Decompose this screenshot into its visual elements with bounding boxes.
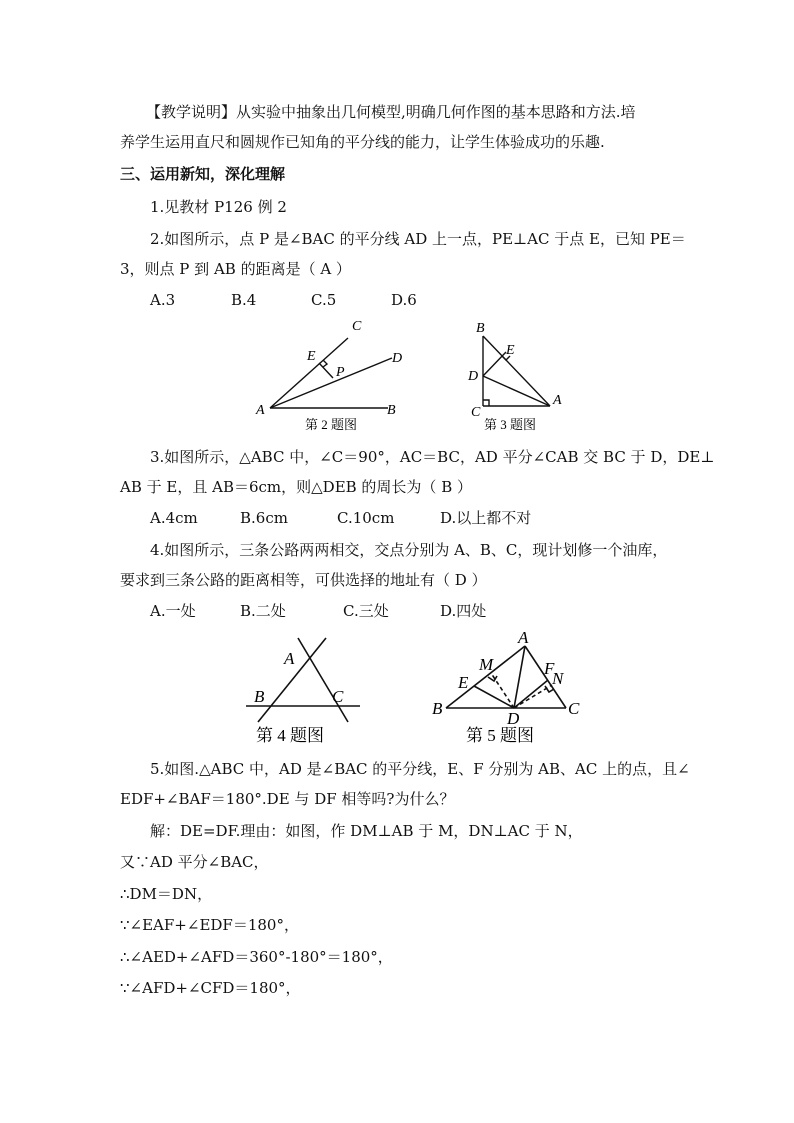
teaching-note-line-2: 养学生运用直尺和圆规作已知角的平分线的能力，让学生体验成功的乐趣. (120, 133, 605, 151)
question-2-option-a: A.3 (150, 291, 176, 309)
right-angle-mark-c (483, 400, 489, 406)
label-c: C (471, 405, 481, 420)
label-c: C (568, 699, 580, 718)
question-1: 1.见教材 P126 例 2 (150, 198, 287, 216)
label-p: P (336, 365, 345, 380)
label-d: D (392, 351, 403, 366)
segment-da (483, 376, 550, 406)
question-2-option-d: D.6 (391, 291, 417, 309)
solution-line-1: 解：DE=DF.理由：如图，作 DM⊥AB 于 M，DN⊥AC 于 N， (150, 822, 583, 840)
question-2-line-1: 2.如图所示，点 P 是∠BAC 的平分线 AD 上一点，PE⊥AC 于点 E，已知 PE＝ (150, 230, 686, 248)
question-4-option-b: B.二处 (240, 602, 286, 620)
question-4-option-c: C.三处 (343, 602, 389, 620)
figure-5-caption: 第 5 题图 (466, 726, 534, 745)
question-4-line-2: 要求到三条公路的距离相等，可供选择的地址有（ D ） (120, 571, 487, 589)
label-b: B (387, 403, 396, 418)
right-angle-mark-m (488, 676, 497, 681)
segment-ab (483, 336, 550, 406)
section-title: 三、运用新知，深化理解 (120, 165, 286, 183)
label-b: B (476, 321, 485, 336)
question-3-line-1: 3.如图所示，△ABC 中，∠C＝90°，AC＝BC，AD 平分∠CAB 交 BC 于 D，DE⊥ (150, 448, 715, 466)
label-a: A (518, 628, 529, 647)
label-e: E (307, 349, 316, 364)
label-c: C (352, 319, 362, 334)
question-2-line-2: 3，则点 P 到 AB 的距离是（ A ） (120, 260, 351, 278)
label-f: F (544, 659, 555, 678)
figure-4-caption: 第 4 题图 (256, 726, 324, 745)
question-3-line-2: AB 于 E，且 AB＝6cm，则△DEB 的周长为（ B ） (120, 478, 472, 496)
solution-line-4: ∵∠EAF+∠EDF＝180°， (120, 916, 299, 934)
label-c: C (332, 687, 344, 706)
teaching-note-line-1: 【教学说明】从实验中抽象出几何模型,明确几何作图的基本思路和方法.培 (146, 103, 636, 121)
question-5-line-1: 5.如图.△ABC 中，AD 是∠BAC 的平分线，E、F 分别为 AB、AC 上的点，且∠ (150, 760, 690, 778)
segment-dm (491, 673, 514, 708)
question-4-line-1: 4.如图所示，三条公路两两相交，交点分别为 A、B、C，现计划修一个油库， (150, 541, 668, 559)
question-3-option-a: A.4cm (150, 509, 198, 527)
label-n: N (552, 669, 564, 688)
question-3-option-b: B.6cm (240, 509, 288, 527)
segment-de (474, 686, 514, 708)
label-b: B (432, 699, 443, 718)
solution-line-2: 又∵AD 平分∠BAC， (120, 853, 269, 871)
label-a: A (284, 649, 295, 668)
road-1 (298, 638, 348, 722)
label-d: D (507, 709, 520, 728)
question-5-line-2: EDF+∠BAF＝180°.DE 与 DF 相等吗?为什么？ (120, 790, 455, 808)
question-3-option-d: D.以上都不对 (440, 509, 532, 527)
figure-2-caption: 第 2 题图 (305, 417, 358, 432)
question-4-option-d: D.四处 (440, 602, 487, 620)
solution-line-5: ∴∠AED+∠AFD＝360°-180°＝180°， (120, 948, 393, 966)
ray-ad (270, 358, 392, 408)
question-2-option-c: C.5 (311, 291, 337, 309)
segment-ad (514, 646, 525, 708)
figure-3 (462, 312, 582, 438)
label-e: E (458, 673, 469, 692)
label-d: D (468, 369, 479, 384)
figure-3-caption: 第 3 题图 (484, 417, 537, 432)
label-a: A (256, 403, 265, 418)
figure-4 (238, 630, 368, 748)
label-m: M (479, 655, 494, 674)
label-a: A (553, 393, 562, 408)
figure-2 (250, 312, 420, 438)
solution-line-3: ∴DM＝DN， (120, 885, 213, 903)
question-2-option-b: B.4 (231, 291, 257, 309)
label-b: B (254, 687, 265, 706)
segment-df (514, 680, 548, 708)
solution-line-6: ∵∠AFD+∠CFD＝180°， (120, 979, 301, 997)
right-angle-mark (323, 360, 327, 367)
label-e: E (506, 343, 515, 358)
question-4-option-a: A.一处 (150, 602, 196, 620)
question-3-option-c: C.10cm (337, 509, 395, 527)
figure-5 (428, 628, 588, 748)
